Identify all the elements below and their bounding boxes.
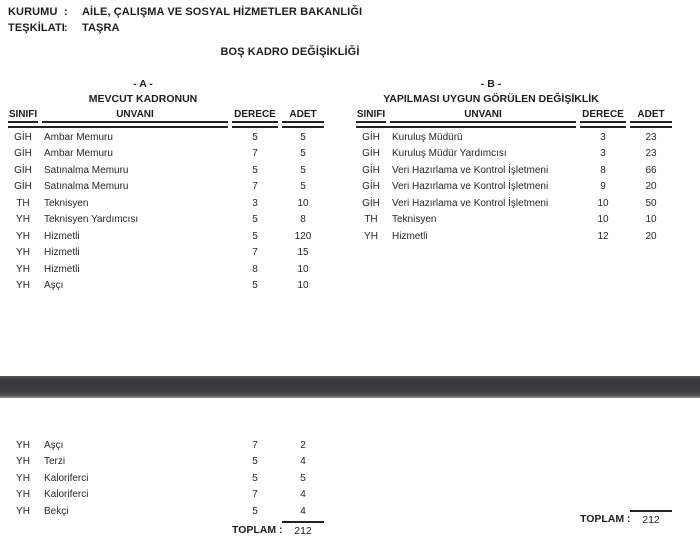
cell-sinifi: GİH: [14, 181, 32, 193]
cell-derece: 7: [252, 247, 258, 259]
doc-meta: [8, 6, 362, 38]
cell-sinifi: GİH: [362, 131, 380, 143]
cell-sinifi: YH: [16, 456, 30, 468]
cell-sinifi: YH: [16, 214, 30, 226]
section-b-label: - B -: [480, 78, 502, 90]
cell-sinifi: GİH: [362, 197, 380, 209]
cell-unvani: Kaloriferci: [44, 472, 89, 484]
cell-adet: 50: [645, 197, 657, 209]
cell-adet: 4: [300, 505, 306, 517]
cell-unvani: Hizmetli: [44, 230, 80, 242]
section-a-label: - A -: [133, 78, 153, 90]
column-header-sinifi: SINIFI: [356, 109, 386, 123]
cell-unvani: Veri Hazırlama ve Kontrol İşletmeni: [392, 197, 549, 209]
cell-unvani: Hizmetli: [392, 230, 428, 242]
cell-adet: 10: [297, 280, 309, 292]
cell-derece: 5: [252, 280, 258, 292]
cell-unvani: Teknisyen: [392, 214, 437, 226]
cell-derece: 5: [252, 214, 258, 226]
cell-adet: 4: [300, 456, 306, 468]
column-header-adet: ADET: [282, 109, 324, 123]
cell-sinifi: GİH: [362, 148, 380, 160]
cell-adet: 4: [300, 489, 306, 501]
table-row: [8, 212, 328, 229]
table-row: [8, 245, 328, 262]
table-a-continued: [8, 436, 328, 537]
cell-adet: 20: [645, 181, 657, 193]
table-row: [356, 179, 676, 196]
cell-unvani: Hizmetli: [44, 263, 80, 275]
table-row: [356, 162, 676, 179]
table-a-column-headers: [8, 109, 328, 123]
cell-unvani: Veri Hazırlama ve Kontrol İşletmeni: [392, 164, 549, 176]
cell-adet: 66: [645, 164, 657, 176]
table-row: [356, 228, 676, 245]
cell-sinifi: YH: [16, 439, 30, 451]
cell-sinifi: YH: [16, 263, 30, 275]
cell-derece: 3: [252, 197, 258, 209]
page-separator-band: [0, 376, 700, 398]
table-row: [356, 146, 676, 163]
toplam-label: TOPLAM :: [232, 523, 283, 536]
table-row: [8, 195, 328, 212]
cell-unvani: Terzi: [44, 456, 66, 468]
section-a-title: MEVCUT KADRONUN: [88, 93, 198, 105]
table-a-rows: [8, 129, 328, 294]
cell-unvani: Satınalma Memuru: [44, 164, 129, 176]
cell-unvani: Ambar Memuru: [44, 148, 113, 160]
cell-sinifi: GİH: [14, 131, 32, 143]
cell-derece: 9: [600, 181, 606, 193]
cell-unvani: Ambar Memuru: [44, 131, 113, 143]
cell-adet: 10: [297, 263, 309, 275]
page-title: BOŞ KADRO DEĞİŞİKLİĞİ: [220, 46, 360, 58]
meta-row-teskilati: [8, 22, 362, 38]
cell-derece: 8: [600, 164, 606, 176]
cell-unvani: Kuruluş Müdürü: [392, 131, 463, 143]
cell-sinifi: YH: [364, 230, 378, 242]
table-b-column-headers: [356, 109, 676, 123]
cell-adet: 15: [297, 247, 309, 259]
table-row: [8, 179, 328, 196]
cell-sinifi: GİH: [14, 148, 32, 160]
column-header-adet: ADET: [630, 109, 672, 123]
cell-sinifi: TH: [364, 214, 378, 226]
cell-unvani: Kaloriferci: [44, 489, 89, 501]
cell-adet: 8: [300, 214, 306, 226]
cell-derece: 5: [252, 230, 258, 242]
cell-unvani: Kuruluş Müdür Yardımcısı: [392, 148, 507, 160]
column-header-unvani: UNVANI: [390, 109, 576, 123]
cell-unvani: Teknisyen: [44, 197, 89, 209]
table-a-header-rule: [8, 126, 328, 128]
kurumu-colon: :: [64, 6, 68, 18]
table-row: [8, 437, 328, 454]
table-row: [8, 487, 328, 504]
kurumu-value: AİLE, ÇALIŞMA VE SOSYAL HİZMETLER BAKANLIĞI: [82, 6, 363, 18]
table-row: [8, 278, 328, 295]
column-header-sinifi: SINIFI: [8, 109, 38, 123]
cell-sinifi: YH: [16, 472, 30, 484]
cell-derece: 10: [597, 214, 609, 226]
kurumu-label: KURUMU: [8, 6, 58, 18]
cell-adet: 23: [645, 131, 657, 143]
cell-adet: 5: [300, 164, 306, 176]
column-header-unvani: UNVANI: [42, 109, 228, 123]
table-row: [8, 454, 328, 471]
cell-unvani: Satınalma Memuru: [44, 181, 129, 193]
cell-sinifi: GİH: [14, 164, 32, 176]
cell-adet: 10: [297, 197, 309, 209]
cell-derece: 7: [252, 148, 258, 160]
table-row: [8, 146, 328, 163]
table-a-continued-rows: [8, 437, 328, 520]
cell-derece: 10: [597, 197, 609, 209]
cell-unvani: Bekçi: [44, 505, 69, 517]
table-b-total: [356, 509, 676, 526]
column-header-derece: DERECE: [232, 109, 278, 123]
cell-adet: 23: [645, 148, 657, 160]
table-row: [8, 228, 328, 245]
cell-sinifi: GİH: [362, 164, 380, 176]
meta-row-kurumu: [8, 6, 362, 22]
cell-derece: 5: [252, 472, 258, 484]
cell-derece: 12: [597, 230, 609, 242]
toplam-value: 212: [282, 521, 324, 537]
table-row: [356, 129, 676, 146]
section-b-title: YAPILMASI UYGUN GÖRÜLEN DEĞİŞİKLİK: [383, 93, 599, 105]
cell-sinifi: YH: [16, 230, 30, 242]
cell-derece: 7: [252, 439, 258, 451]
cell-derece: 5: [252, 456, 258, 468]
table-row: [356, 195, 676, 212]
cell-adet: 20: [645, 230, 657, 242]
cell-adet: 5: [300, 131, 306, 143]
cell-adet: 5: [300, 148, 306, 160]
cell-sinifi: YH: [16, 505, 30, 517]
cell-sinifi: YH: [16, 489, 30, 501]
cell-adet: 2: [300, 439, 306, 451]
cell-derece: 7: [252, 181, 258, 193]
table-row: [8, 503, 328, 520]
cell-adet: 5: [300, 472, 306, 484]
cell-sinifi: TH: [16, 197, 30, 209]
cell-unvani: Hizmetli: [44, 247, 80, 259]
table-row: [8, 129, 328, 146]
cell-derece: 5: [252, 131, 258, 143]
cell-derece: 5: [252, 164, 258, 176]
table-row: [8, 470, 328, 487]
table-row: [8, 261, 328, 278]
teskilati-value: TAŞRA: [82, 22, 120, 34]
cell-sinifi: YH: [16, 247, 30, 259]
table-b-uygun-gorulen-degisiklik: [356, 78, 676, 245]
table-b-header-rule: [356, 126, 676, 128]
cell-derece: 3: [600, 131, 606, 143]
cell-derece: 7: [252, 489, 258, 501]
cell-derece: 5: [252, 505, 258, 517]
table-a-mevcut-kadronun: [8, 78, 328, 294]
cell-sinifi: GİH: [362, 181, 380, 193]
cell-sinifi: YH: [16, 280, 30, 292]
teskilati-colon: :: [64, 22, 68, 34]
cell-adet: 5: [300, 181, 306, 193]
table-row: [8, 162, 328, 179]
toplam-value: 212: [630, 510, 672, 526]
cell-unvani: Aşçı: [44, 280, 64, 292]
cell-unvani: Teknisyen Yardımcısı: [44, 214, 139, 226]
teskilati-label: TEŞKİLATI: [8, 22, 65, 34]
toplam-label: TOPLAM :: [580, 513, 631, 525]
cell-derece: 3: [600, 148, 606, 160]
cell-adet: 120: [294, 230, 312, 242]
cell-unvani: Aşçı: [44, 439, 64, 451]
table-b-rows: [356, 129, 676, 245]
cell-unvani: Veri Hazırlama ve Kontrol İşletmeni: [392, 181, 549, 193]
cell-adet: 10: [645, 214, 657, 226]
table-row: [356, 212, 676, 229]
column-header-derece: DERECE: [580, 109, 626, 123]
table-a-total-row: [8, 521, 328, 537]
table-b-total-row: [356, 510, 676, 526]
cell-derece: 8: [252, 263, 258, 275]
